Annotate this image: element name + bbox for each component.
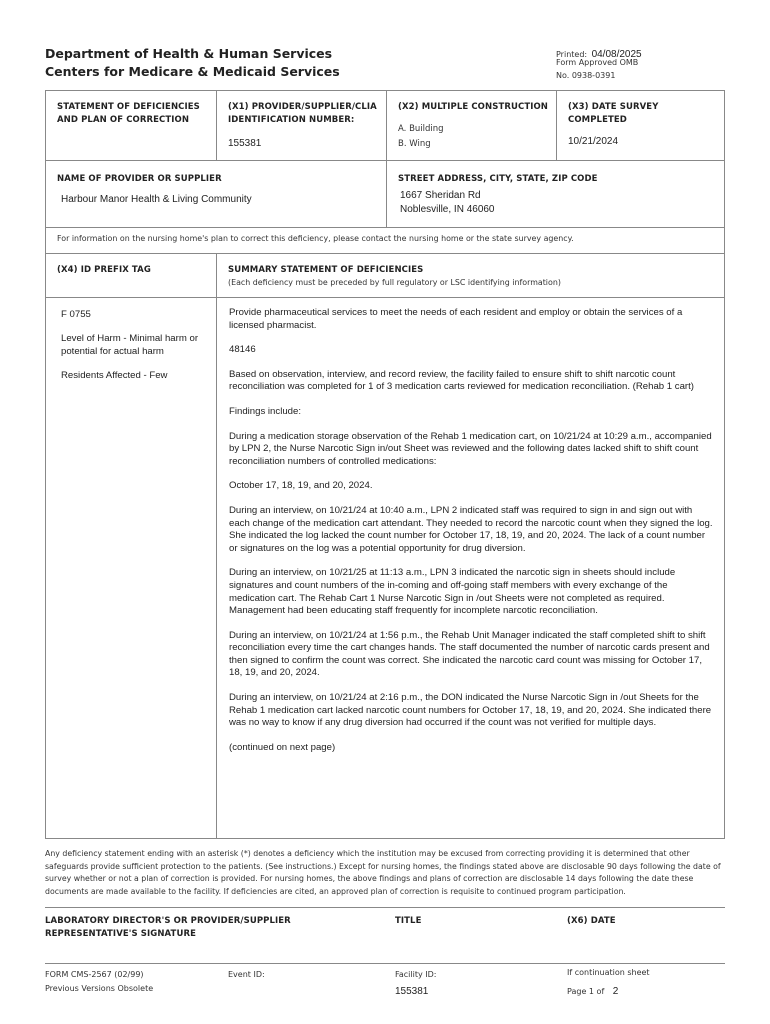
previous-versions: Previous Versions Obsolete: [45, 984, 154, 993]
tag-id: F 0755: [61, 309, 91, 320]
event-id-label: Event ID:: [228, 970, 265, 979]
department-title: Department of Health & Human Services: [45, 46, 333, 61]
summary-paragraph: During an interview, on 10/21/24 at 10:40 a.m., LPN 2 indicated staff was required to sign in and sign out with each change of the medication cart attendant. They needed to record the narcotic count when they signed the log. She indicated the log lacked the count number for October 17, 18, 19, and 20, 2024. The lack of a count number or signatures on the log was a potential opportunity for drug diversion.: [229, 504, 713, 554]
provider-row-divider: [45, 227, 725, 228]
x1-value: 155381: [228, 138, 262, 149]
x3-value: 10/21/2024: [568, 136, 619, 147]
form-number: FORM CMS-2567 (02/99): [45, 970, 144, 979]
summary-paragraph: Provide pharmaceutical services to meet the needs of each resident and employ or obtain the services of a licensed pharmacist.: [229, 307, 683, 331]
harm-level: Level of Harm - Minimal harm or potential for actual harm: [61, 333, 199, 357]
page-label: Page 1 of: [567, 987, 605, 996]
col2-subheader: (Each deficiency must be preceded by full regulatory or LSC identifying information): [228, 278, 561, 287]
footer-top-border: [45, 963, 725, 964]
summary-paragraph: During an interview, on 10/21/24 at 1:56 p.m., the Rehab Unit Manager indicated the staff completed shift to shift reconciliation every time the cart changes hands. The staff documented the number of narcotic cards present and then signed to confirm the count was correct. She indicated the narcotic card count was missing for October 17, 18, 19, and 20, 2024.: [229, 629, 710, 679]
col-divider-2: [386, 90, 387, 227]
disclaimer: Any deficiency statement ending with an asterisk (*) denotes a deficiency which the institution may be excused from correcting providing it is determined that other safeguards provide sufficient protection to the patients. (See instructions.) Except for nursing homes, the findings stated above are disclosable 90 days following the date of survey whether or not a plan of correction is provided. For nursing homes, the above findings and plans of correction are disclosable 14 days following the date these documents are made available to the facility. If deficiencies are cited, an approved plan of correction is requisite to continued program participation.: [45, 849, 721, 896]
box-right-border: [724, 90, 725, 838]
printed-date: 04/08/2025: [591, 49, 642, 60]
info-row-divider: [45, 253, 725, 254]
residents-affected: Residents Affected - Few: [61, 370, 168, 381]
summary-paragraph: During an interview, on 10/21/24 at 2:16 p.m., the DON indicated the Nurse Narcotic Sign in /out Sheets for the Rehab 1 medication cart lacked narcotic count numbers for October 17, 18, 19, and 20, 2024. She indicated there was no way to know if any drug diversion had occurred if the count was not verified for multiple days.: [229, 692, 712, 729]
x2-building: A. Building: [398, 124, 444, 134]
x1-label: (X1) PROVIDER/SUPPLIER/CLIA IDENTIFICATION NUMBER:: [228, 102, 377, 125]
info-note: For information on the nursing home's plan to correct this deficiency, please contact the nursing home or the state survey agency.: [57, 234, 574, 243]
signature-top-border: [45, 907, 725, 908]
form-approved: Form Approved OMB: [556, 58, 639, 67]
omb-number: No. 0938-0391: [556, 71, 616, 80]
provider-name-label: NAME OF PROVIDER OR SUPPLIER: [57, 174, 222, 184]
top-row-divider: [45, 160, 725, 161]
provider-name-value: Harbour Manor Health & Living Community: [61, 194, 252, 205]
facility-id-label: Facility ID:: [395, 970, 437, 979]
box-top-border: [45, 90, 725, 91]
summary-paragraph: Based on observation, interview, and record review, the facility failed to ensure shift to shift narcotic count reconciliation was completed for 1 of 3 medication carts reviewed for medication reconciliation. (Rehab 1 cart): [229, 368, 694, 393]
centers-title: Centers for Medicare & Medicaid Services: [45, 64, 340, 79]
col-divider-1: [216, 90, 217, 160]
col2-header: SUMMARY STATEMENT OF DEFICIENCIES: [228, 265, 424, 275]
summary-paragraph: During a medication storage observation of the Rehab 1 medication cart, on 10/21/24 at 10:29 a.m., accompanied by LPN 2, the Nurse Narcotic Sign in/out Sheet was reviewed and the following dates lacked shift to shift count reconciliation numbers of controlled medications:: [229, 430, 712, 467]
summary-paragraph: (continued on next page): [229, 741, 336, 753]
box-bottom-border: [45, 838, 725, 839]
page-total: 2: [612, 986, 619, 997]
box-left-border: [45, 90, 46, 838]
col-divider-3: [556, 90, 557, 160]
x3-label: (X3) DATE SURVEY COMPLETED: [568, 102, 659, 125]
address-label: STREET ADDRESS, CITY, STATE, ZIP CODE: [398, 174, 598, 184]
facility-id-value: 155381: [395, 986, 429, 997]
signature-label: LABORATORY DIRECTOR'S OR PROVIDER/SUPPLIER REPRESENTATIVE'S SIGNATURE: [45, 916, 291, 939]
address-line2: Noblesville, IN 46060: [400, 204, 495, 215]
summary-paragraph: Findings include:: [229, 405, 301, 417]
title-label: TITLE: [395, 916, 422, 926]
summary-paragraph: 48146: [229, 344, 256, 356]
x2-wing: B. Wing: [398, 139, 431, 149]
table-header-divider: [45, 297, 725, 298]
col1-header: (X4) ID PREFIX TAG: [57, 265, 151, 275]
summary-paragraph: During an interview, on 10/21/25 at 11:13 a.m., LPN 3 indicated the narcotic sign in sheets should include signatures and count numbers of the in-coming and off-going staff members with every exchange of the medication cart. The Rehab Cart 1 Nurse Narcotic Sign in /out Sheets were not completed as required. Management had been educating staff frequently for incomplete narcotic reconciliation.: [229, 567, 676, 617]
summary-paragraph: October 17, 18, 19, and 20, 2024.: [229, 480, 373, 492]
date-label: (X6) DATE: [567, 916, 616, 926]
continuation-label: If continuation sheet: [567, 968, 650, 977]
page-indicator: [567, 981, 618, 999]
x2-label: (X2) MULTIPLE CONSTRUCTION: [398, 102, 549, 112]
address-line1: 1667 Sheridan Rd: [400, 190, 481, 201]
printed-label: Printed:: [556, 50, 588, 59]
table-col-divider: [216, 253, 217, 838]
statement-label: STATEMENT OF DEFICIENCIES AND PLAN OF CORRECTION: [57, 102, 200, 125]
deficiency-summary: [229, 307, 714, 766]
